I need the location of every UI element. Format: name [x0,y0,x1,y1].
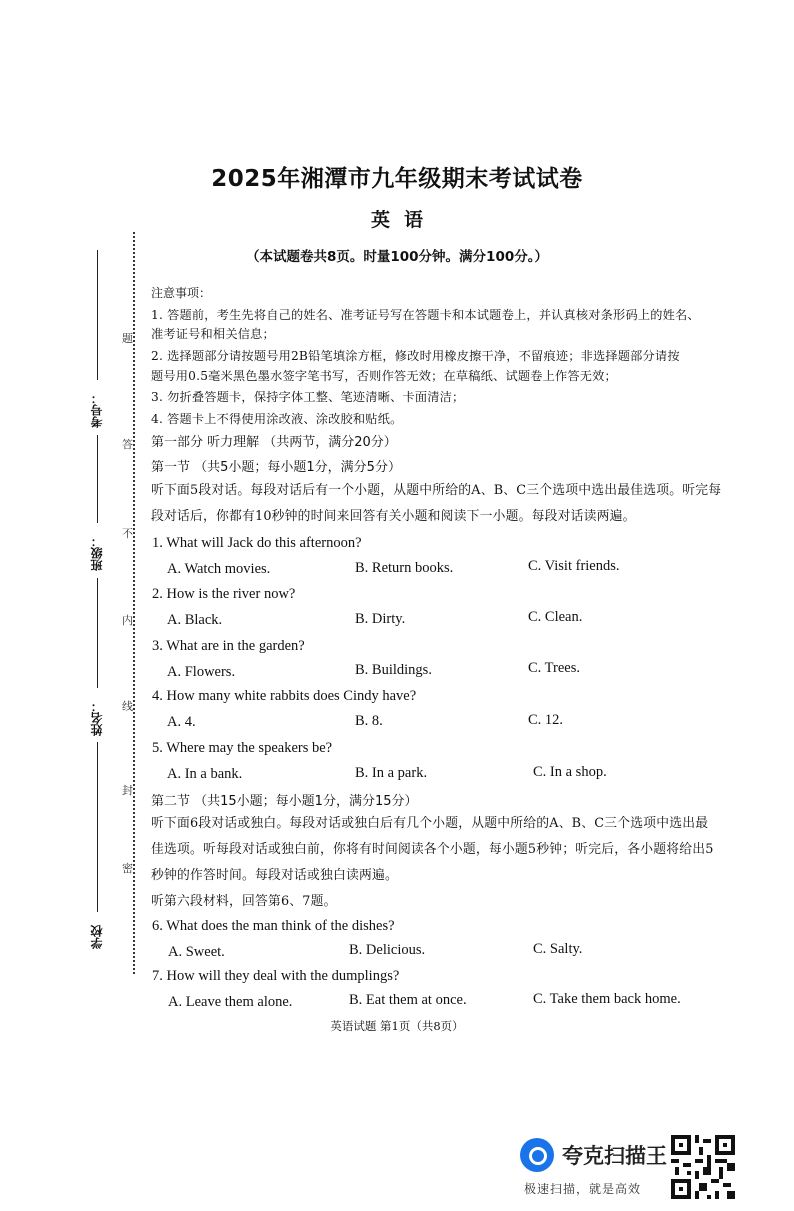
option-c: C. Salty. [533,941,583,957]
name-label: 姓名： [90,700,104,736]
seal-char: 封 [122,784,133,797]
option-a: A. 4. [167,714,196,730]
section1-instruction: 听下面5段对话。每段对话后有一个小题，从题中所给的A、B、C三个选项中选出最佳选项。听完每 [151,483,722,498]
option-c: C. Clean. [528,609,583,625]
section2-heading: 第二节 （共15小题；每小题1分，满分15分） [151,794,418,809]
name-line [97,578,98,688]
option-b: B. In a park. [355,765,428,781]
option-c: C. Take them back home. [533,991,681,1007]
exam-title: 2025年湘潭市九年级期末考试试卷 [211,166,583,192]
option-c: C. Visit friends. [528,558,620,574]
option-a: A. Black. [167,612,223,628]
option-a: A. Sweet. [168,944,225,960]
option-b: B. Eat them at once. [349,992,467,1008]
note-line: 题号用0.5毫米黑色墨水签字笔书写，否则作答无效；在草稿纸、试题卷上作答无效； [151,369,617,383]
seal-char: 题 [122,332,133,345]
school-label: 学校 [90,925,104,949]
part1-heading: 第一部分 听力理解 （共两节，满分20分） [151,435,397,450]
seal-char: 密 [122,862,133,875]
option-b: B. Delicious. [349,942,426,958]
material-note: 听第六段材料，回答第6、7题。 [151,894,337,909]
section1-instruction: 段对话后，你都有10秒钟的时间来回答有关小题和阅读下一小题。每段对话读两遍。 [151,509,636,524]
question-2: 2. How is the river now? [152,586,296,602]
seal-char: 答 [122,438,133,451]
section2-instruction: 秒钟的作答时间。每段对话或独白读两遍。 [151,868,398,883]
page-footer: 英语试题 第1页（共8页） [330,1019,464,1033]
question-7: 7. How will they deal with the dumplings? [152,968,400,984]
exam-info: （本试题卷共8页。时量100分钟。满分100分。） [245,249,548,265]
qr-code-icon [671,1135,735,1199]
question-1: 1. What will Jack do this afternoon? [152,535,362,551]
option-a: A. Leave them alone. [168,994,293,1010]
option-c: C. Trees. [528,660,580,676]
option-c: C. In a shop. [533,764,607,780]
option-b: B. 8. [355,713,383,729]
scanner-app-name: 夸克扫描王 [562,1144,667,1168]
note-line: 2. 选择题部分请按题号用2B铅笔填涂方框，修改时用橡皮擦干净，不留痕迹；非选择题部分请按 [151,349,680,363]
seal-char: 线 [122,700,133,713]
option-a: A. Watch movies. [167,561,271,577]
scanner-slogan: 极速扫描，就是高效 [524,1182,642,1196]
option-b: B. Buildings. [355,662,432,678]
option-a: A. In a bank. [167,766,243,782]
note-line: 4. 答题卡上不得使用涂改液、涂改胶和贴纸。 [151,412,403,426]
class-line [97,435,98,523]
section2-instruction: 听下面6段对话或独白。每段对话或独白后有几个小题，从题中所给的A、B、C三个选项中选出最 [151,816,709,831]
seal-dotted-line [133,232,135,974]
note-line: 3. 勿折叠答题卡，保持字体工整、笔迹清晰、卡面清洁； [151,390,465,404]
option-b: B. Dirty. [355,611,406,627]
question-6: 6. What does the man think of the dishes? [152,918,395,934]
seal-char: 不 [122,527,133,540]
note-line: 准考证号和相关信息； [151,327,275,341]
question-5: 5. Where may the speakers be? [152,740,333,756]
question-4: 4. How many white rabbits does Cindy have? [152,688,417,704]
class-label: 班级： [90,535,104,571]
seal-char: 内 [122,614,133,627]
note-line: 1. 答题前，考生先将自己的姓名、准考证号写在答题卡和本试题卷上，并认真核对条形码上的姓名、 [151,308,700,322]
option-b: B. Return books. [355,560,454,576]
scanner-logo-icon [520,1138,554,1172]
exam-number-label: 考号： [90,392,104,428]
section1-heading: 第一节 （共5小题；每小题1分，满分5分） [151,460,401,475]
exam-number-line [97,250,98,380]
section2-instruction: 佳选项。听每段对话或独白前，你将有时间阅读各个小题，每小题5秒钟；听完后，各小题将给出5 [151,842,714,857]
option-a: A. Flowers. [167,664,236,680]
option-c: C. 12. [528,712,564,728]
notes-title: 注意事项： [151,286,212,300]
question-3: 3. What are in the garden? [152,638,305,654]
subject-title: 英语 [370,209,437,231]
school-line [97,742,98,912]
